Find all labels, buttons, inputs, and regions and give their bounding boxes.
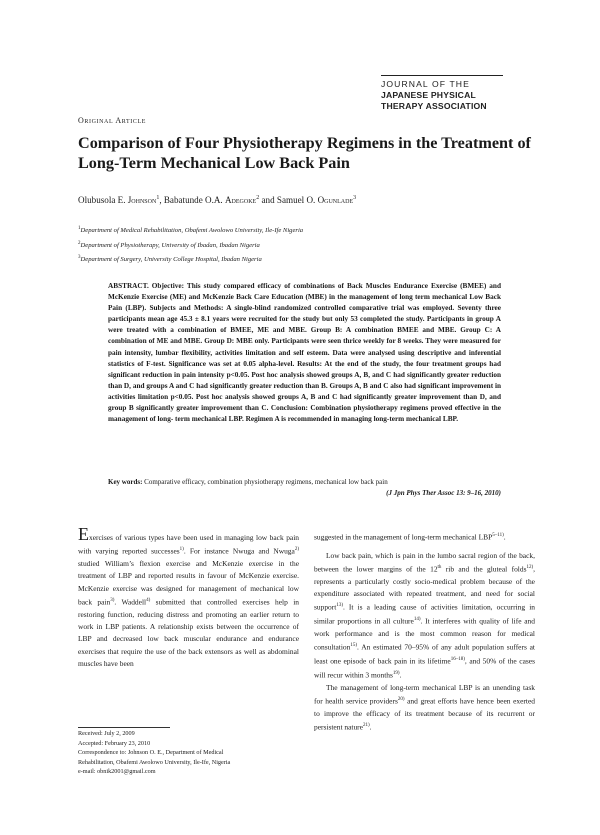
reference-marker: 16–18) (450, 657, 465, 663)
reference-marker: 2) (294, 547, 299, 553)
affiliations (78, 223, 548, 267)
body-text: . It interferes with quality of life and work performance and is the most common reason for medical consultation (314, 616, 535, 652)
body-text: The management of long-term mechanical LBP is an unending task for health service providers (314, 682, 535, 706)
author-separator: and (259, 195, 277, 206)
body-text: submitted that controlled exercises help in restoring function, reducing distress and promoting an earlier return to work in LBP patients. A relationship exists between the occurrence of LBP and decreased low back muscular endurance and endurance exercises that require the use of the back extensors as well as abdominal muscles have been (78, 597, 299, 668)
reference-marker: 20) (397, 696, 405, 702)
body-paragraph (314, 550, 535, 682)
body-text: rib and the gluteal folds (441, 564, 527, 574)
reference-marker: 3) (110, 597, 115, 603)
body-text: . For instance Nwuga and Nwuga (183, 546, 295, 556)
drop-cap: E (78, 524, 89, 544)
body-text: and great efforts have hence been exerted to improve the efficacy of its treatment because of its recurrent or persistent nature (314, 696, 535, 732)
affiliation-2-marker: 2 (78, 240, 81, 246)
author-3-surname: Ogunlade (317, 195, 354, 206)
affiliation-1 (78, 223, 548, 238)
author-3-affil-ref: 3 (353, 195, 357, 201)
body-text: . It is a leading cause of activities limitation, occurring in similar proportions in all culture (314, 602, 535, 626)
keywords-label: Key words: (108, 478, 143, 486)
accepted-date: Accepted: February 23, 2010 (78, 739, 151, 747)
affiliation-1-text: Department of Medical Rehabilitation, Obafemi Awolowo University, Ile-Ife Nigeria (80, 227, 304, 235)
ordinal-suffix: th (437, 565, 442, 571)
correspondence-line-1: Correspondence to: Johnson O. E., Department of Medical (78, 749, 224, 756)
body-text: . (503, 532, 506, 542)
reference-marker: 15) (350, 643, 358, 649)
body-text: Low back pain, which is pain in the lumbo sacral region of the back, between the lower margins of the 12 (314, 550, 535, 574)
journal-name-line-3: THERAPY ASSOCIATION (381, 101, 487, 111)
author-2-given: Babatunde O.A. (163, 195, 225, 206)
author-separator: , (159, 195, 164, 206)
journal-name-line-2: JAPANESE PHYSICAL (381, 90, 476, 100)
body-text: . Waddell (114, 597, 147, 607)
body-column-right (314, 530, 535, 734)
masthead-rule (381, 75, 503, 76)
affiliation-3 (78, 252, 548, 267)
article-title: Comparison of Four Physiotherapy Regimens in the Treatment of Long-Term Mechanical Low Back Pain (78, 134, 531, 172)
correspondence-line-2: Rehabilitation, Obafemi Awolowo University, Ile-Ife, Nigeria (78, 758, 231, 766)
journal-citation: (J Jpn Phys Ther Assoc 13: 9–16, 2010) (386, 489, 501, 497)
body-text: , and 50% of the cases will recur within 3 months (314, 656, 535, 680)
journal-masthead (381, 75, 503, 112)
affiliation-3-marker: 3 (78, 255, 81, 261)
author-list (78, 195, 548, 205)
article-type: Original Article (78, 116, 147, 125)
affiliation-3-text: Department of Surgery, University College Hospital, Ibadan Nigeria (80, 256, 262, 264)
body-text: . An estimated 70–95% of any adult population suffers at least one episode of back pain in its lifetime (314, 642, 535, 666)
keywords-text: Comparative efficacy, combination physiotherapy regimens, mechanical low back pain (144, 478, 388, 486)
affiliation-1-marker: 1 (78, 226, 81, 231)
received-date: Received: July 2, 2009 (78, 730, 135, 737)
journal-name-line-1: JOURNAL OF THE (381, 79, 470, 89)
body-paragraph (78, 524, 299, 670)
keywords (108, 477, 501, 488)
author-1-affil-ref: 1 (156, 195, 160, 201)
body-text: studied William’s flexion exercise and McKenzie exercise in the treatment of LBP and reported results in favour of McKenzie exercise. McKenzie exercise was designed for management of mechanical low back pain (78, 559, 299, 607)
reference-marker: 14) (413, 617, 421, 623)
body-paragraph (314, 530, 535, 544)
author-3-given: Samuel O. (276, 195, 318, 206)
abstract: ABSTRACT. Objective: This study compared efficacy of combinations of Back Muscles Endurance Exercise (BMEE) and McKenzie Exercise (ME) and McKenzie Back Care Education (MBE) in the management of long term mechanical Low Back Pain (LBP). Subjects and Methods: A single-blind randomized controlled comparative trial was employed. Seventy three participants mean age 45.3 ± 8.1 years were recruited for the study but only 53 completed the study. Participants in group A were treated with a combination of BMEE, ME and MBE. Group B: A combination BMEE and MBE. Group C: A combination of ME and MBE. Group D: MBE only. Participants were seen thrice weekly for 8 weeks. They were measured for pain intensity, lumbar flexibility, activities limitation and self esteem. Data were analysed using descriptive and inferential statistics of F-test. Significance was set at 0.05 alpha-level. Results: At the end of the study, the four treatment groups had significant reduction in pain intensity p<0.05. Post hoc analysis showed groups A, B, and C had significantly greater reduction than D, and groups A and C had significantly greater reduction than B. Groups A, B and C also had significant improvement in activities limitation p<0.05. Post hoc analysis showed groups A, B and C had significantly greater improvement than D, and group B significantly greater improvement than C. Conclusion: Combination physiotherapy regimens proved effective in the management of long- term mechanical LBP. Regimen A is recommended in managing long-term mechanical LBP. (108, 282, 501, 424)
affiliation-2 (78, 238, 548, 253)
author-2-affil-ref: 2 (256, 195, 260, 201)
body-text: . (369, 722, 372, 732)
reference-marker: 4) (146, 597, 151, 603)
body-text: , represents a particularly costly socio-medical problem because of the expenditure associated with repeated treatment, and need for social support (314, 564, 535, 612)
author-1-given: Olubusola E. (78, 195, 128, 206)
reference-marker: 1) (179, 547, 184, 553)
body-text: suggested in the management of long-term mechanical LBP (314, 532, 493, 542)
reference-marker: 12) (526, 565, 534, 571)
author-1-surname: Johnson (127, 195, 157, 206)
reference-marker: 19) (392, 670, 400, 676)
author-2-surname: Adegoke (224, 195, 257, 206)
body-text: . (399, 670, 402, 680)
footnote-divider (78, 727, 170, 728)
reference-marker: 13) (336, 603, 343, 609)
body-paragraph (314, 682, 535, 734)
footnotes (78, 729, 299, 777)
reference-marker: 21) (362, 723, 370, 729)
affiliation-2-text: Department of Physiotherapy, University of Ibadan, Ibadan Nigeria (80, 241, 260, 249)
reference-marker: 5–11) (492, 533, 504, 538)
body-column-left (78, 524, 299, 670)
correspondence-email: e-mail: obnik2001@gmail.com (78, 768, 156, 775)
body-text: xercises of various types have been used in managing low back pain with varying reported successes (78, 533, 299, 556)
